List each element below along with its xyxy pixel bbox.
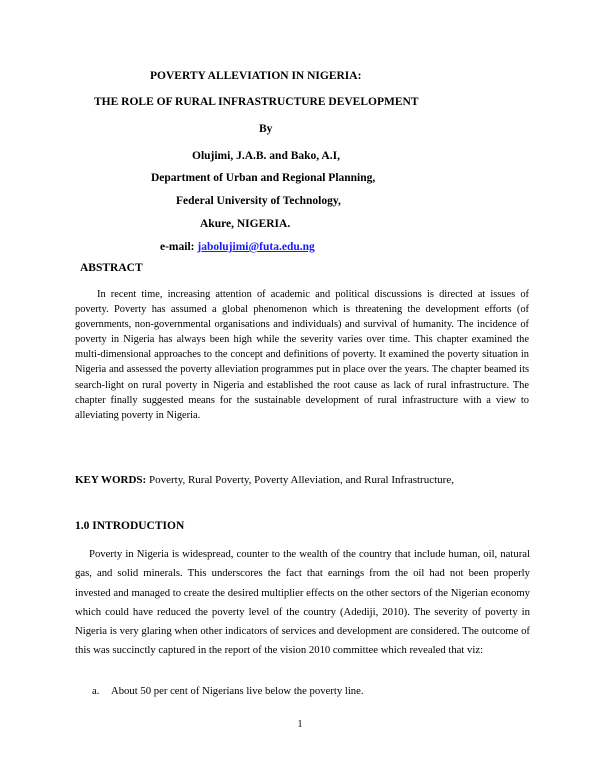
email-line (160, 241, 315, 253)
department: Department of Urban and Regional Planning, (151, 172, 376, 184)
abstract-heading: ABSTRACT (80, 262, 143, 274)
keywords-label: KEY WORDS: (75, 474, 147, 486)
location: Akure, NIGERIA. (200, 218, 291, 230)
keywords-text: Poverty, Rural Poverty, Poverty Alleviation, and Rural Infrastructure, (146, 474, 454, 486)
keywords (75, 474, 535, 486)
title-line-2: THE ROLE OF RURAL INFRASTRUCTURE DEVELOPMENT (94, 96, 419, 108)
email-label: e-mail: (160, 241, 198, 253)
list-item (92, 685, 364, 697)
introduction-heading: 1.0 INTRODUCTION (75, 520, 185, 532)
introduction-text: Poverty in Nigeria is widespread, counter to the wealth of the country that include human, oil, natural gas, and solid minerals. This underscores the fact that earnings from the oil had not been properly invested and managed to create the desired multiplier effects on the other sectors of the Nigerian economy which could have reduced the poverty level of the country (Adediji, 2010). The severity of poverty in Nigeria is very glaring when other indicators of services and development are considered. The outcome of this was succinctly captured in the report of the vision 2010 committee which revealed that viz: (75, 548, 530, 657)
title-line-1: POVERTY ALLEVIATION IN NIGERIA: (150, 70, 362, 82)
list-marker: a. (92, 685, 100, 697)
list-item-text: About 50 per cent of Nigerians live below the poverty line. (111, 685, 364, 697)
by-line: By (259, 123, 273, 135)
authors: Olujimi, J.A.B. and Bako, A.I, (192, 150, 340, 162)
email-link[interactable]: jabolujimi@futa.edu.ng (197, 241, 315, 253)
page-number: 1 (297, 719, 303, 730)
abstract-text: In recent time, increasing attention of academic and political discussions is directed at issues of poverty. Poverty has assumed a global phenomenon which is threatening the development efforts (of governments, non-governmental organisations and individuals) and survival of humanity. The incidence of poverty in Nigeria has always been high while the severity varies over time. This chapter examined the multi-dimensional approaches to the concept and definitions of poverty. It examined the poverty situation in Nigeria and assessed the poverty alleviation programmes put in place over the years. The chapter beamed its search-light on rural poverty in Nigeria and established the root cause as lack of rural infrastructure. The chapter finally suggested means for the sustainable development of rural infrastructure with a view to alleviating poverty in Nigeria. (75, 289, 529, 421)
university: Federal University of Technology, (176, 195, 341, 207)
